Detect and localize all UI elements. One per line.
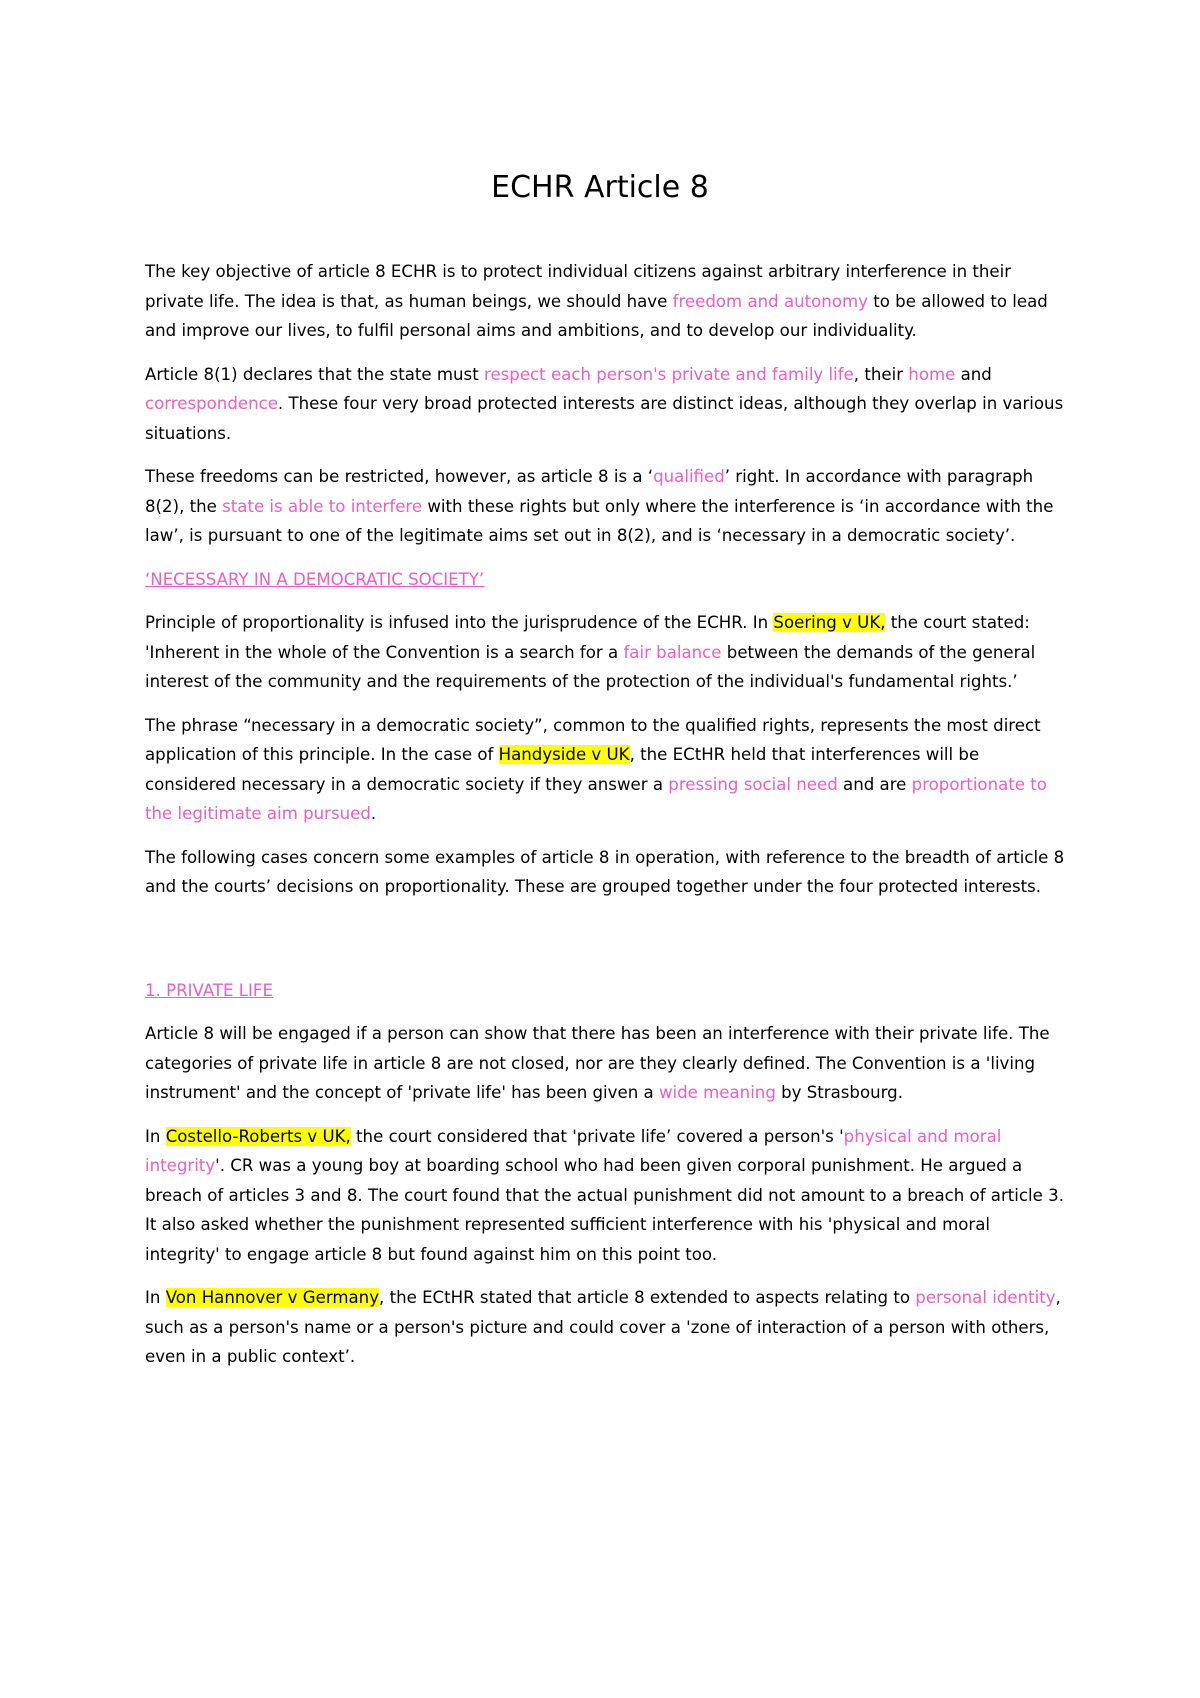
pink-emphasis-text: correspondence: [145, 394, 278, 413]
heading-text: 1. PRIVATE LIFE: [145, 980, 273, 1000]
text-run: The phrase “necessary in a democratic society”, common to the qualified rights, represents the most direct application of this principle. In the case of: [145, 715, 1041, 764]
text-run: to be allowed to lead and improve our lives, to fulfil personal aims and ambitions, and to develop our individuality.: [145, 291, 1048, 340]
heading-text: ‘NECESSARY IN A DEMOCRATIC SOCIETY’: [145, 569, 485, 589]
pink-emphasis-text: home: [908, 364, 956, 384]
pink-emphasis-text: personal identity: [915, 1288, 1056, 1307]
pink-emphasis-text: wide meaning: [658, 1083, 776, 1102]
text-run: The following cases concern some examples of article 8 in operation, with reference to the breadth of article 8 and the courts’ decisions on proportionality. These are grouped together under the four protected interests.: [145, 847, 1065, 896]
paragraph: [145, 711, 1065, 829]
section-heading: [145, 565, 1065, 595]
text-run: The key objective of article 8 ECHR is to protect individual citizens against arbitrary interference in their private life. The idea is that, as human beings, we should have: [145, 262, 1012, 311]
text-run: In: [145, 1126, 166, 1146]
case-name-highlight: Soering v UK,: [773, 613, 886, 632]
text-run: and are: [837, 774, 912, 794]
paragraph: [145, 257, 1065, 346]
pink-emphasis-text: state is able to interfere: [222, 496, 423, 516]
text-run: '. CR was a young boy at boarding school who had been given corporal punishment. He argued a breach of articles 3 and 8. The court found that the actual punishment did not amount to a breach of article 3. It also asked whether the punishment represented sufficient interference with his 'physical and moral integrity' to engage article 8 but found against him on this point too.: [145, 1156, 1064, 1264]
text-run: . These four very broad protected interests are distinct ideas, although they overlap in various situations.: [145, 394, 1064, 443]
case-name-highlight: Costello-Roberts v UK,: [165, 1126, 351, 1146]
text-run: Article 8(1) declares that the state must: [145, 364, 484, 384]
text-run: These freedoms can be restricted, however, as article 8 is a ‘: [145, 467, 654, 486]
text-run: ’ right. In accordance with paragraph 8(2), the: [145, 467, 1034, 516]
pink-emphasis-text: pressing social need: [668, 774, 838, 794]
pink-emphasis-text: respect each person's private and family life: [483, 364, 854, 384]
paragraph: [145, 1283, 1065, 1372]
case-name-highlight: Von Hannover v Germany: [165, 1288, 380, 1307]
pink-emphasis-text: physical and moral integrity: [145, 1126, 1002, 1175]
text-run: with these rights but only where the interference is ‘in accordance with the law’, is pursuant to one of the legitimate aims set out in 8(2), and is ‘necessary in a democratic society’.: [145, 496, 1054, 545]
paragraph: [145, 608, 1065, 697]
paragraph: [145, 462, 1065, 551]
text-run: , the ECtHR stated that article 8 extended to aspects relating to: [379, 1288, 916, 1307]
pink-emphasis-text: qualified: [653, 467, 725, 486]
text-run: Article 8 will be engaged if a person can show that there has been an interference with their private life. The categories of private life in article 8 are not closed, nor are they clearly defined. The Convention is a 'living instrument' and the concept of 'private life' has been given a: [145, 1024, 1050, 1102]
paragraph: [145, 1019, 1065, 1108]
case-name-highlight: Handyside v UK: [498, 745, 630, 764]
section-spacer: [145, 916, 1065, 976]
paragraph: [145, 843, 1065, 902]
text-run: In: [145, 1288, 166, 1307]
pink-emphasis-text: fair balance: [623, 642, 722, 662]
paragraph: [145, 1122, 1065, 1270]
document-title: ECHR Article 8: [491, 170, 709, 205]
text-run: , such as a person's name or a person's picture and could cover a 'zone of interaction of a person with others, even in a public context’.: [145, 1288, 1061, 1366]
text-run: , their: [853, 364, 909, 384]
text-run: between the demands of the general interest of the community and the requirements of the protection of the individual's fundamental rights.’: [145, 642, 1036, 691]
text-run: the court considered that 'private life’ covered a person's ': [350, 1126, 844, 1146]
text-run: and: [955, 364, 992, 384]
text-run: the court stated: 'Inherent in the whole of the Convention is a search for a: [145, 613, 1030, 662]
text-run: Principle of proportionality is infused into the jurisprudence of the ECHR. In: [145, 613, 774, 632]
section-heading: [145, 976, 1065, 1006]
document-body: [145, 257, 1065, 1386]
pink-emphasis-text: proportionate to the legitimate aim pursued: [145, 774, 1047, 823]
text-run: by Strasbourg.: [775, 1083, 903, 1102]
paragraph: [145, 360, 1065, 449]
text-run: .: [370, 804, 377, 823]
text-run: , the ECtHR held that interferences will be considered necessary in a democratic society if they answer a: [145, 745, 980, 794]
pink-emphasis-text: freedom and autonomy: [672, 291, 868, 311]
